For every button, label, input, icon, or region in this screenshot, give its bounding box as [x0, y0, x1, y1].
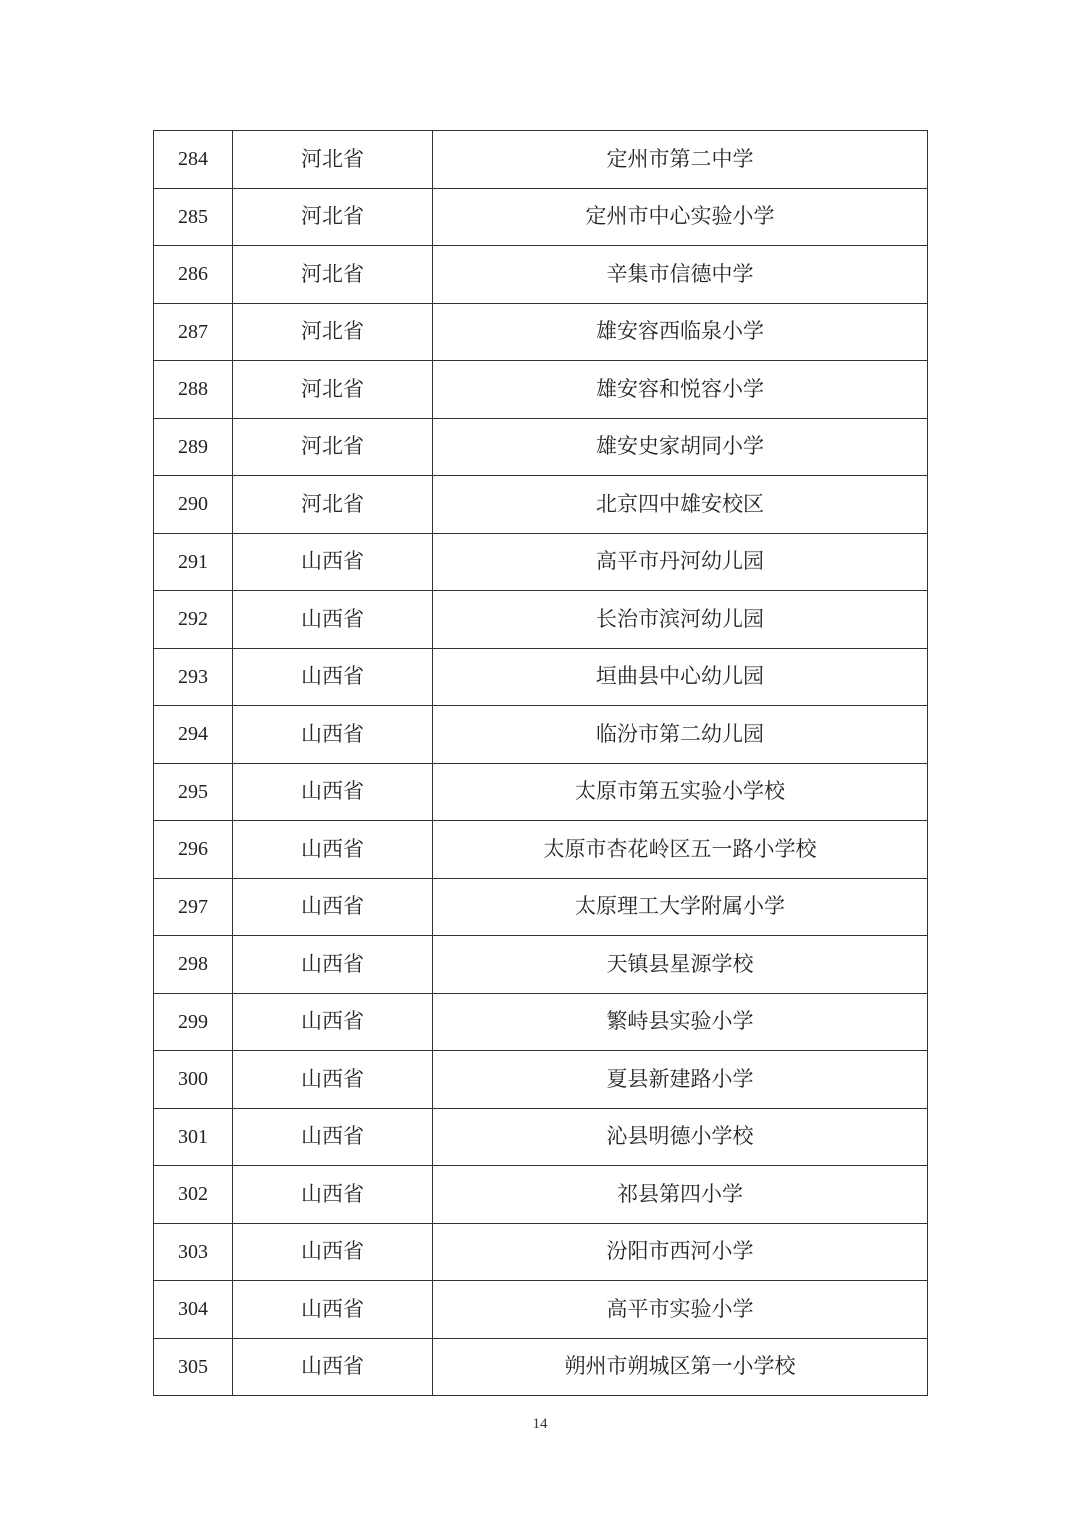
table-row [154, 418, 928, 476]
table-row [154, 303, 928, 361]
school-name-cell: 繁峙县实验小学 [433, 993, 928, 1051]
row-number-cell: 301 [154, 1108, 233, 1166]
table-row [154, 131, 928, 189]
row-number-cell: 285 [154, 188, 233, 246]
province-cell: 山西省 [233, 1338, 433, 1396]
table-row [154, 361, 928, 419]
table-row [154, 188, 928, 246]
school-name-cell: 太原理工大学附属小学 [433, 878, 928, 936]
row-number-cell: 291 [154, 533, 233, 591]
school-name-cell: 沁县明德小学校 [433, 1108, 928, 1166]
province-cell: 河北省 [233, 418, 433, 476]
school-name-cell: 垣曲县中心幼儿园 [433, 648, 928, 706]
table-row [154, 476, 928, 534]
province-cell: 山西省 [233, 878, 433, 936]
province-cell: 山西省 [233, 936, 433, 994]
province-cell: 河北省 [233, 246, 433, 304]
school-name-cell: 辛集市信德中学 [433, 246, 928, 304]
row-number-cell: 293 [154, 648, 233, 706]
row-number-cell: 290 [154, 476, 233, 534]
province-cell: 山西省 [233, 1281, 433, 1339]
school-name-cell: 定州市第二中学 [433, 131, 928, 189]
school-name-cell: 太原市杏花岭区五一路小学校 [433, 821, 928, 879]
table-row [154, 591, 928, 649]
province-cell: 山西省 [233, 591, 433, 649]
province-cell: 山西省 [233, 533, 433, 591]
row-number-cell: 303 [154, 1223, 233, 1281]
table-row [154, 533, 928, 591]
school-name-cell: 高平市实验小学 [433, 1281, 928, 1339]
school-name-cell: 雄安史家胡同小学 [433, 418, 928, 476]
school-name-cell: 雄安容和悦容小学 [433, 361, 928, 419]
province-cell: 河北省 [233, 361, 433, 419]
table-row [154, 821, 928, 879]
school-name-cell: 定州市中心实验小学 [433, 188, 928, 246]
school-list-table [153, 130, 928, 1396]
school-name-cell: 汾阳市西河小学 [433, 1223, 928, 1281]
province-cell: 山西省 [233, 648, 433, 706]
table-row [154, 1338, 928, 1396]
province-cell: 河北省 [233, 476, 433, 534]
row-number-cell: 294 [154, 706, 233, 764]
school-name-cell: 雄安容西临泉小学 [433, 303, 928, 361]
province-cell: 河北省 [233, 131, 433, 189]
school-name-cell: 高平市丹河幼儿园 [433, 533, 928, 591]
province-cell: 山西省 [233, 821, 433, 879]
row-number-cell: 299 [154, 993, 233, 1051]
province-cell: 山西省 [233, 1223, 433, 1281]
table-row [154, 1108, 928, 1166]
row-number-cell: 295 [154, 763, 233, 821]
province-cell: 山西省 [233, 706, 433, 764]
page-number: 14 [532, 1416, 548, 1432]
table-row [154, 648, 928, 706]
school-list-body [154, 131, 928, 1396]
school-name-cell: 长治市滨河幼儿园 [433, 591, 928, 649]
table-row [154, 763, 928, 821]
row-number-cell: 305 [154, 1338, 233, 1396]
province-cell: 山西省 [233, 993, 433, 1051]
row-number-cell: 304 [154, 1281, 233, 1339]
table-row [154, 1281, 928, 1339]
table-row [154, 1166, 928, 1224]
school-name-cell: 太原市第五实验小学校 [433, 763, 928, 821]
table-row [154, 936, 928, 994]
table-row [154, 878, 928, 936]
row-number-cell: 284 [154, 131, 233, 189]
row-number-cell: 296 [154, 821, 233, 879]
school-name-cell: 朔州市朔城区第一小学校 [433, 1338, 928, 1396]
row-number-cell: 300 [154, 1051, 233, 1109]
province-cell: 山西省 [233, 1166, 433, 1224]
school-name-cell: 临汾市第二幼儿园 [433, 706, 928, 764]
province-cell: 山西省 [233, 763, 433, 821]
table-row [154, 1051, 928, 1109]
row-number-cell: 289 [154, 418, 233, 476]
province-cell: 河北省 [233, 303, 433, 361]
row-number-cell: 292 [154, 591, 233, 649]
province-cell: 河北省 [233, 188, 433, 246]
row-number-cell: 297 [154, 878, 233, 936]
row-number-cell: 302 [154, 1166, 233, 1224]
table-row [154, 246, 928, 304]
school-name-cell: 祁县第四小学 [433, 1166, 928, 1224]
row-number-cell: 298 [154, 936, 233, 994]
table-row [154, 706, 928, 764]
school-name-cell: 天镇县星源学校 [433, 936, 928, 994]
row-number-cell: 287 [154, 303, 233, 361]
school-name-cell: 夏县新建路小学 [433, 1051, 928, 1109]
row-number-cell: 288 [154, 361, 233, 419]
province-cell: 山西省 [233, 1108, 433, 1166]
row-number-cell: 286 [154, 246, 233, 304]
province-cell: 山西省 [233, 1051, 433, 1109]
school-name-cell: 北京四中雄安校区 [433, 476, 928, 534]
table-row [154, 1223, 928, 1281]
table-row [154, 993, 928, 1051]
